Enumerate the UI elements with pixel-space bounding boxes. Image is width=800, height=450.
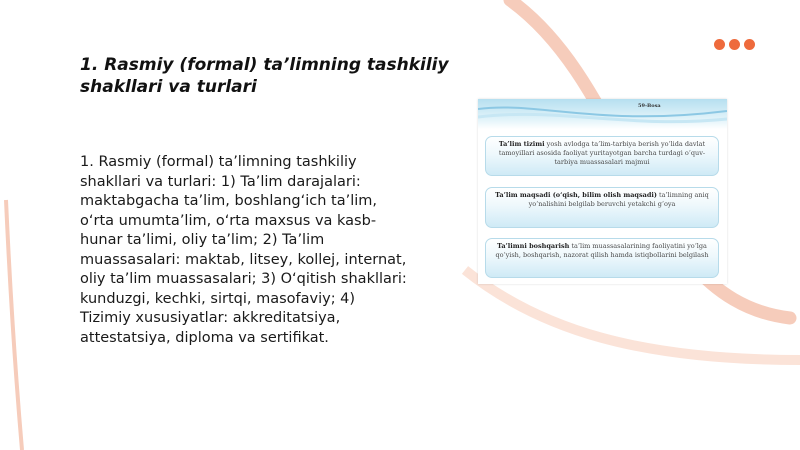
definition-box xyxy=(485,187,719,228)
decorative-dots xyxy=(714,39,755,50)
slide-title: 1. Rasmiy (formal) ta’limning tashkiliy shakllari va turlari xyxy=(80,55,449,97)
definition-box xyxy=(485,238,719,278)
definition-box xyxy=(485,136,719,176)
definition-text: yosh avlodga ta’lim-tarbiya berish yo‘lida davlat tamoyillari asosida faoliyat yuritayotgan barcha turdagi o‘quv-tarbiya muassasalari majmui xyxy=(498,140,706,166)
figure-header xyxy=(478,99,727,129)
textbook-figure xyxy=(478,99,727,284)
definition-text: ta’lim muassasalarining faoliyatini yo‘lga qo‘yish, boshqarish, nazorat qilish hamda istiqbollarini belgilash xyxy=(495,242,709,259)
definition-term: Ta’lim tizimi xyxy=(498,140,545,148)
dot-icon xyxy=(714,39,725,50)
dot-icon xyxy=(729,39,740,50)
figure-wave-decoration xyxy=(478,99,727,133)
definition-text: ta’limning aniq yo‘nalishini belgilab beruvchi yetakchi g‘oya xyxy=(528,191,709,208)
figure-page-label: 59-Bosa xyxy=(638,103,661,109)
definition-term: Ta’limni boshqarish xyxy=(497,242,570,250)
slide-body-text: 1. Rasmiy (formal) ta’limning tashkiliy shakllari va turlari: 1) Ta’lim darajalari: maktabgacha ta’lim, boshlang‘ich ta’lim, o‘rta umumta’lim, o‘rta maxsus va kasb-hunar ta’limi, oliy ta’lim; 2) Ta’lim muassasalari: maktab, litsey, kollej, internat, oliy ta’lim muassasalari; 3) O‘qitish shakllari: kunduzgi, kechki, sirtqi, masofaviy; 4) Tizimiy xususiyatlar: akkreditatsiya, attestatsiya, diploma va sertifikat. xyxy=(80,154,407,346)
dot-icon xyxy=(744,39,755,50)
definition-term: Ta’lim maqsadi (o‘qish, bilim olish maqsadi) xyxy=(495,191,657,199)
